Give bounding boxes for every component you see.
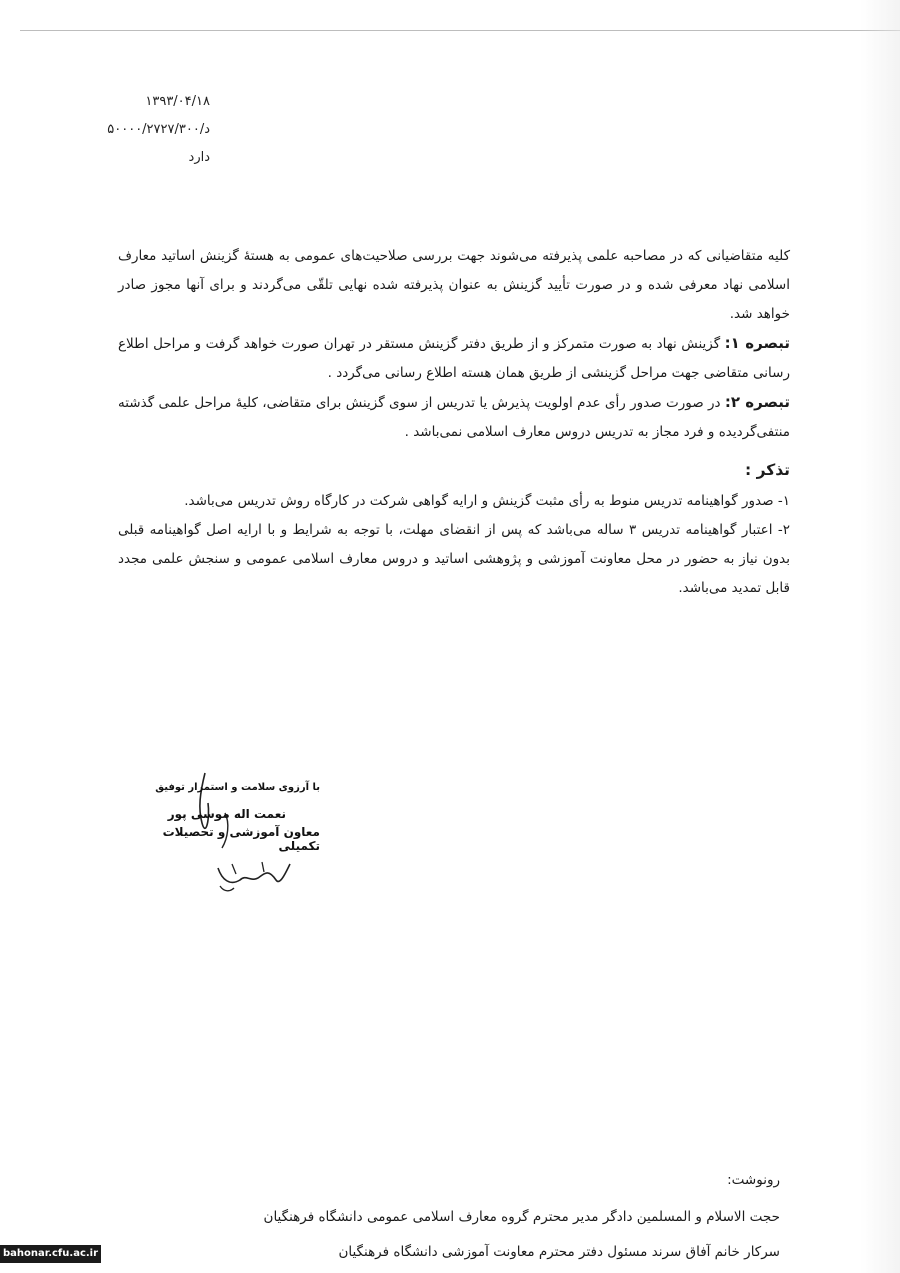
note-2-label: تبصره ۲: <box>724 393 790 411</box>
letter-attachment: دارد <box>188 150 210 165</box>
cc-heading: رونوشت: <box>727 1172 780 1188</box>
signatory-title: معاون آموزشی و تحصیلات تکمیلی <box>162 825 320 853</box>
top-divider <box>20 30 900 31</box>
reminder-item-1: ۱- صدور گواهینامه تدریس منوط به رأی مثبت گزینش و ارایه گواهی شرکت در کارگاه روش تدریس می‌باشد. <box>184 493 790 509</box>
signature-greeting: با آرزوی سلامت و استمرار توفیق <box>155 782 320 793</box>
signatory-name: نعمت اله موسی پور <box>167 807 286 821</box>
note-1 <box>118 329 790 388</box>
site-watermark-badge: bahonar.cfu.ac.ir <box>0 1245 101 1263</box>
reminder-item-2: ۲- اعتبار گواهینامه تدریس ۳ ساله می‌باشد که پس از انقضای مهلت، با توجه به شرایط و با ارایه اصل گواهینامه قبلی بدون نیاز به حضور در محل معاونت آموزشی و پژوهشی اساتید و دروس معارف اسلامی عمومی و سنجش علمی مجدد قابل تمدید می‌باشد. <box>118 522 790 596</box>
note-2 <box>118 388 790 447</box>
note-1-text: گزینش نهاد به صورت متمرکز و از طریق دفتر گزینش مستقر در تهران صورت خواهد گرفت و مراحل اطلاع رسانی متقاضی جهت مراحل گزینشی از طریق همان هسته اطلاع رسانی می‌گردد . <box>118 336 790 381</box>
reminder-heading: تذکر : <box>744 461 790 479</box>
note-1-label: تبصره ۱: <box>724 334 790 352</box>
cc-recipient-2: سرکار خانم آفاق سرند مسئول دفتر محترم معاونت آموزشی دانشگاه فرهنگیان <box>338 1244 780 1260</box>
letter-date: ۱۳۹۳/۰۴/۱۸ <box>145 94 210 109</box>
cc-recipient-1: حجت الاسلام و المسلمین دادگر مدیر محترم گروه معارف اسلامی عمومی دانشگاه فرهنگیان <box>263 1209 780 1225</box>
scan-edge-shade <box>860 0 900 1273</box>
signature-block <box>140 782 320 853</box>
note-2-text: در صورت صدور رأی عدم اولویت پذیرش یا تدریس از سوی گزینش برای متقاضی، کلیهٔ مراحل علمی گذشته منتفی‌گردیده و فرد مجاز به تدریس دروس معارف اسلامی نمی‌باشد . <box>118 395 790 440</box>
letter-number: ۵۰۰۰۰/۲۷۲۷/۳۰۰/د <box>107 122 210 137</box>
letter-body <box>118 242 790 603</box>
paragraph-1: کلیه متقاضیانی که در مصاحبه علمی پذیرفته می‌شوند جهت بررسی صلاحیت‌های عمومی به هستهٔ گزینش اساتید معارف اسلامی نهاد معرفی شده و در صورت تأیید گزینش به عنوان پذیرفته شده نهایی تلقّی می‌گردند و برای آنها مجوز صادر خواهد شد. <box>118 248 790 322</box>
